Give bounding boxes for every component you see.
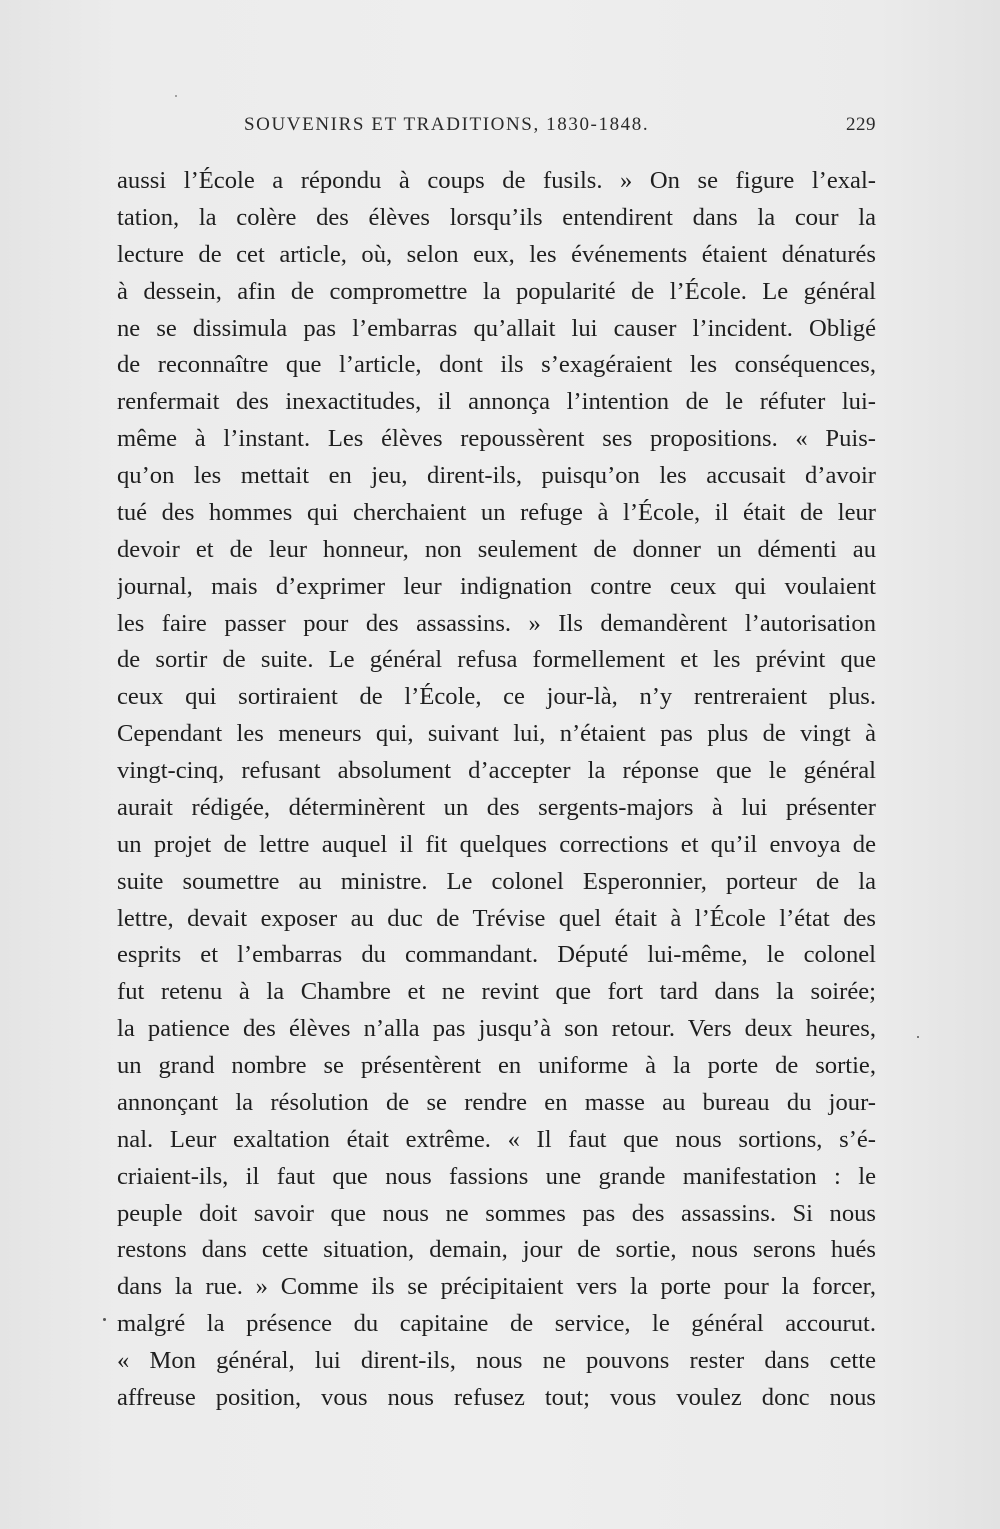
text-line: à dessein, afin de compromettre la popularité de l’École. Le général bbox=[117, 277, 876, 305]
text-line: de sortir de suite. Le général refusa formellement et les prévint que bbox=[117, 646, 876, 674]
text-line: affreuse position, vous nous refusez tout; vous voulez donc nous bbox=[117, 1383, 876, 1411]
paper-speck bbox=[917, 1036, 919, 1038]
text-line: tué des hommes qui cherchaient un refuge à l’École, il était de leur bbox=[117, 498, 876, 526]
text-line: vingt-cinq, refusant absolument d’accepter la réponse que le général bbox=[117, 757, 876, 784]
text-line: ceux qui sortiraient de l’École, ce jour-là, n’y rentreraient plus. bbox=[117, 683, 876, 711]
text-line: journal, mais d’exprimer leur indignation contre ceux qui voulaient bbox=[117, 572, 876, 600]
paper-speck bbox=[175, 95, 177, 97]
text-line: qu’on les mettait en jeu, dirent-ils, puisqu’on les accusait d’avoir bbox=[117, 462, 876, 489]
text-line: restons dans cette situation, demain, jour de sortie, nous serons hués bbox=[117, 1236, 876, 1264]
text-line: les faire passer pour des assassins. » Ils demandèrent l’autorisation bbox=[117, 609, 876, 637]
text-line: renfermait des inexactitudes, il annonça l’intention de le réfuter lui- bbox=[117, 388, 876, 416]
text-line: lettre, devait exposer au duc de Trévise quel était à l’École l’état des bbox=[117, 904, 876, 932]
text-line: « Mon général, lui dirent-ils, nous ne pouvons rester dans cette bbox=[117, 1347, 876, 1374]
text-line: même à l’instant. Les élèves repoussèrent ses propositions. « Puis- bbox=[117, 425, 876, 453]
text-line: devoir et de leur honneur, non seulement de donner un démenti au bbox=[117, 535, 876, 563]
text-line: Cependant les meneurs qui, suivant lui, n’étaient pas plus de vingt à bbox=[117, 720, 876, 748]
text-line: peuple doit savoir que nous ne sommes pas des assassins. Si nous bbox=[117, 1199, 876, 1227]
paper-speck bbox=[103, 1318, 106, 1321]
text-line: lecture de cet article, où, selon eux, les événements étaient dénaturés bbox=[117, 240, 876, 268]
text-line: un grand nombre se présentèrent en uniforme à la porte de sortie, bbox=[117, 1052, 876, 1079]
text-line: nal. Leur exaltation était extrême. « Il faut que nous sortions, s’é- bbox=[117, 1125, 876, 1153]
text-line: dans la rue. » Comme ils se précipitaient vers la porte pour la forcer, bbox=[117, 1273, 876, 1301]
text-line: ne se dissimula pas l’embarras qu’allait lui causer l’incident. Obligé bbox=[117, 314, 876, 342]
page-number: 229 bbox=[846, 114, 876, 135]
text-line: aurait rédigée, déterminèrent un des sergents-majors à lui présenter bbox=[117, 793, 876, 821]
running-title: SOUVENIRS ET TRADITIONS, 1830-1848. bbox=[244, 114, 650, 135]
text-line: suite soumettre au ministre. Le colonel Esperonnier, porteur de la bbox=[117, 867, 876, 895]
text-line: la patience des élèves n’alla pas jusqu’à son retour. Vers deux heures, bbox=[117, 1015, 876, 1043]
text-line: malgré la présence du capitaine de service, le général accourut. bbox=[117, 1310, 876, 1338]
text-line: fut retenu à la Chambre et ne revint que fort tard dans la soirée; bbox=[117, 978, 876, 1006]
text-line: tation, la colère des élèves lorsqu’ils entendirent dans la cour la bbox=[117, 203, 876, 231]
text-line: esprits et l’embarras du commandant. Député lui-même, le colonel bbox=[117, 941, 876, 969]
text-line: de reconnaître que l’article, dont ils s’exagéraient les conséquences, bbox=[117, 351, 876, 379]
body-text bbox=[117, 163, 876, 1417]
running-head bbox=[244, 114, 876, 144]
text-line: criaient-ils, il faut que nous fassions une grande manifestation : le bbox=[117, 1162, 876, 1190]
text-line: annonçant la résolution de se rendre en masse au bureau du jour- bbox=[117, 1088, 876, 1116]
text-line: aussi l’École a répondu à coups de fusils. » On se figure l’exal- bbox=[117, 167, 876, 194]
text-line: un projet de lettre auquel il fit quelques corrections et qu’il envoya de bbox=[117, 830, 876, 858]
